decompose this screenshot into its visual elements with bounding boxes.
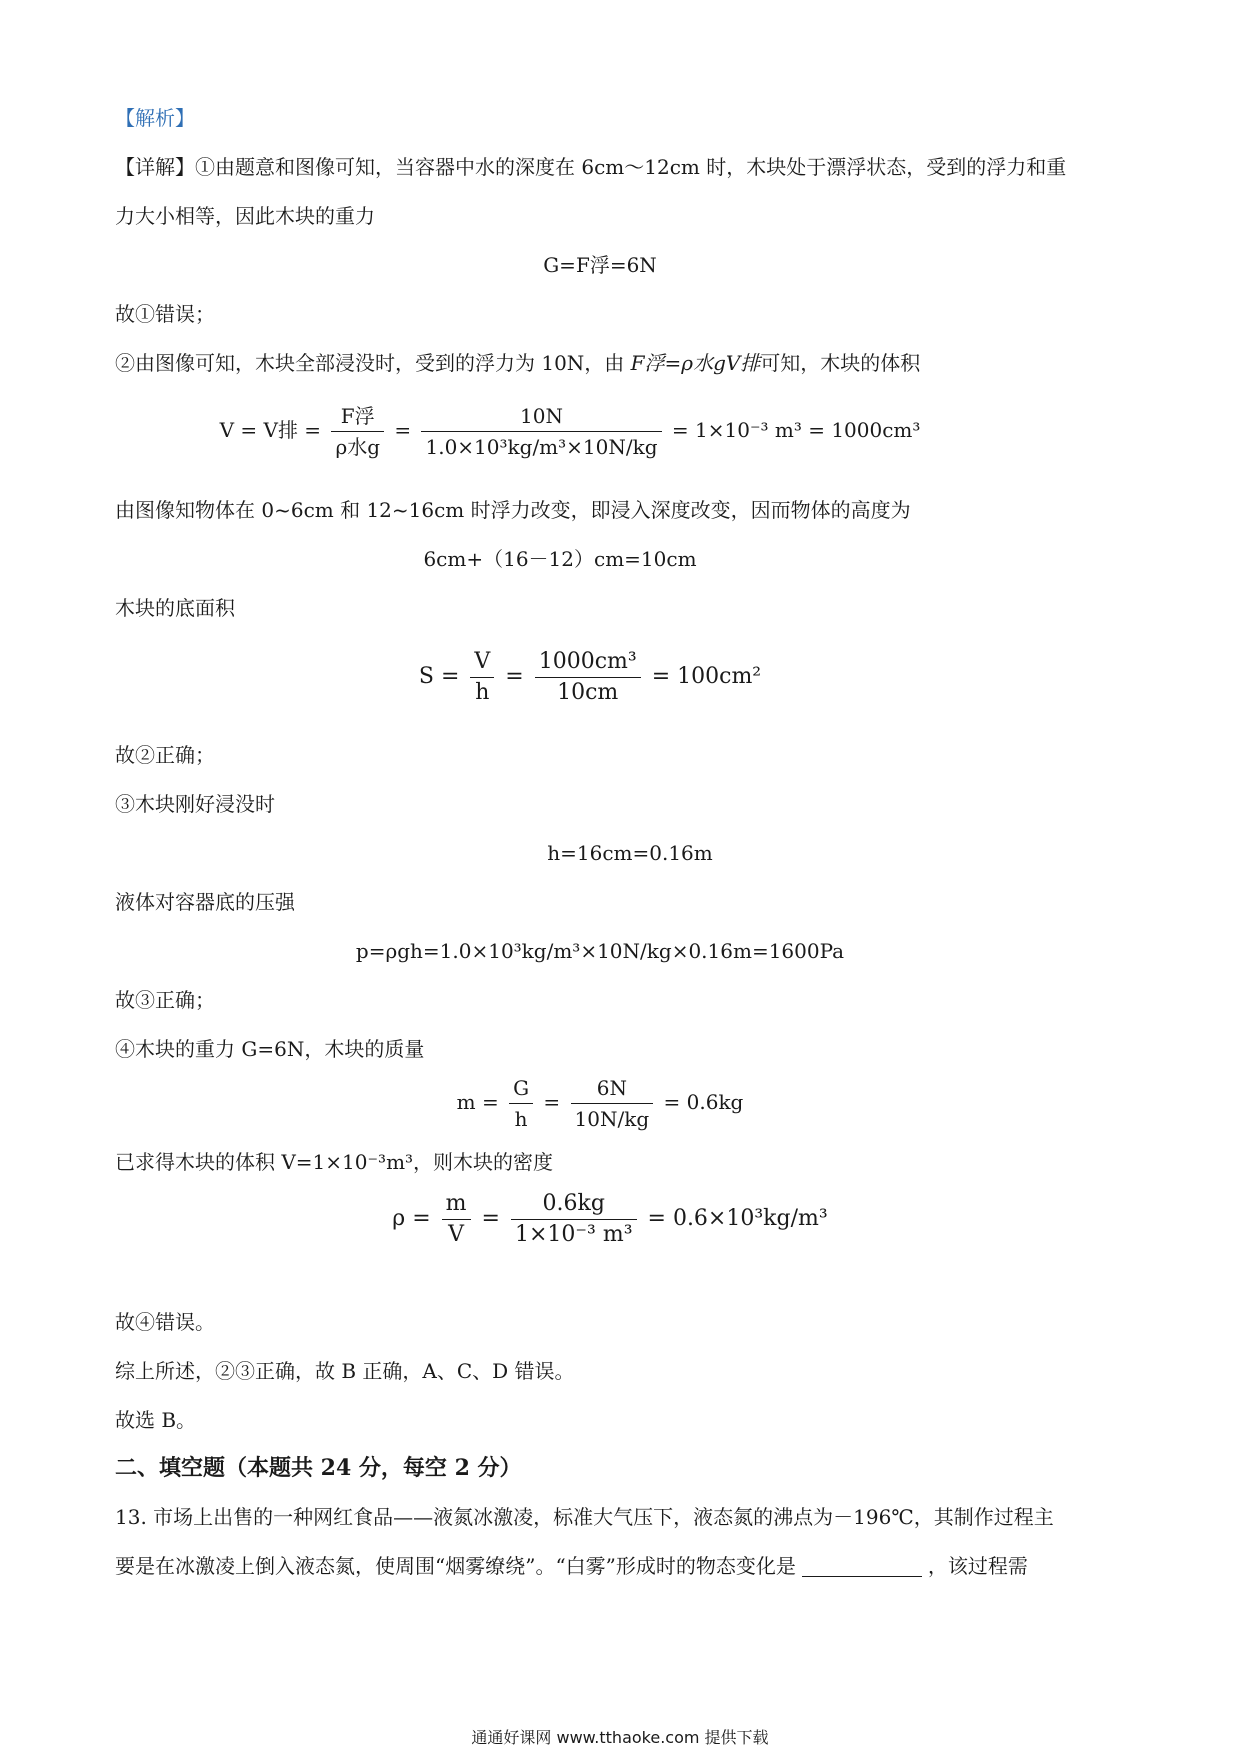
fraction-denominator: h [514, 1107, 528, 1131]
fraction-numerator: F浮 [331, 401, 384, 432]
text-line: 【详解】①由题意和图像可知，当容器中水的深度在 6cm～12cm 时，木块处于漂浮状态，受到的浮力和重 [115, 155, 1067, 179]
fraction-denominator: ρ水g [335, 435, 380, 459]
text-line: 由图像知物体在 0~6cm 和 12~16cm 时浮力改变，即浸入深度改变，因而物体的高度为 [115, 498, 911, 522]
fraction [470, 647, 494, 708]
text-line: 已求得木块的体积 V=1×10⁻³m³，则木块的密度 [115, 1150, 554, 1174]
text-line: 故选 B。 [115, 1408, 197, 1432]
question-line: 13. 市场上出售的一种网红食品——液氮冰激凌，标准大气压下，液态氮的沸点为－196℃，其制作过程主 [115, 1505, 1054, 1529]
fraction [535, 647, 641, 708]
text-line: 木块的底面积 [115, 596, 235, 620]
fraction-denominator: 1×10⁻³ m³ [514, 1221, 633, 1247]
text-part: 可知，木块的体积 [760, 351, 921, 375]
formula-part: = 0.6kg [663, 1090, 744, 1114]
analysis-heading: 【解析】 [115, 106, 195, 130]
text-line: 力大小相等，因此木块的重力 [115, 204, 375, 228]
text-line: 故④错误。 [115, 1310, 215, 1334]
fraction-numerator: V [470, 647, 494, 678]
fraction-denominator: 10N/kg [574, 1107, 650, 1131]
fraction-denominator: 10cm [557, 679, 619, 705]
fraction-numerator: G [509, 1073, 533, 1104]
formula-depth: h=16cm=0.16m [547, 841, 713, 865]
fraction-denominator: 1.0×10³kg/m³×10N/kg [425, 435, 658, 459]
formula-part: m = [456, 1090, 499, 1114]
text-line: 综上所述，②③正确，故 B 正确，A、C、D 错误。 [115, 1359, 575, 1383]
fraction-numerator: 10N [421, 401, 661, 432]
formula-height: 6cm+（16－12）cm=10cm [423, 547, 697, 571]
formula-part: S = [418, 664, 460, 689]
equals: = [505, 664, 524, 689]
text-line: 液体对容器底的压强 [115, 890, 295, 914]
formula-part: V = V排 = [219, 418, 322, 442]
section-heading: 二、填空题（本题共 24 分，每空 2 分） [115, 1455, 522, 1481]
formula-inline-buoyancy: F浮=ρ水gV排 [630, 351, 761, 375]
fraction [509, 1073, 533, 1134]
formula-area [0, 645, 1210, 709]
fraction [331, 401, 384, 462]
fraction [571, 1073, 654, 1134]
question-line [115, 1552, 1028, 1580]
fraction-denominator: V [448, 1221, 465, 1247]
equals: = [394, 418, 412, 442]
equals: = [543, 1090, 561, 1114]
text-line: 故①错误； [115, 302, 215, 326]
formula-mass [0, 1072, 1220, 1134]
formula-part: = 0.6×10³kg/m³ [647, 1206, 828, 1231]
formula-part: = 100cm² [651, 664, 762, 689]
text-part: ②由图像可知，木块全部浸没时，受到的浮力为 10N，由 [115, 351, 631, 375]
fraction [442, 1189, 471, 1250]
equals: = [481, 1206, 500, 1231]
text-line: ④木块的重力 G=6N，木块的质量 [115, 1037, 425, 1061]
fraction-numerator: 6N [571, 1073, 654, 1104]
text-part: ，该过程需 [927, 1554, 1028, 1578]
text-line: ③木块刚好浸没时 [115, 792, 275, 816]
formula-part: = 1×10⁻³ m³ = 1000cm³ [671, 418, 921, 442]
text-line: 故②正确； [115, 743, 215, 767]
text-part: 要是在冰激凌上倒入液态氮，使周围“烟雾缭绕”。“白雾”形成时的物态变化是 [115, 1554, 796, 1578]
fraction-numerator: 1000cm³ [535, 647, 641, 678]
formula-density [0, 1187, 1230, 1251]
answer-blank[interactable] [802, 1556, 922, 1577]
formula-part: ρ = [392, 1206, 431, 1231]
fraction-numerator: 0.6kg [511, 1189, 637, 1220]
page-footer: 通通好课网 www.tthaoke.com 提供下载 [471, 1728, 769, 1747]
fraction-denominator: h [475, 679, 490, 705]
fraction [511, 1189, 637, 1250]
formula-gravity: G=F浮=6N [543, 253, 657, 277]
fraction [421, 401, 661, 462]
text-line: 故③正确； [115, 988, 215, 1012]
text-line [115, 349, 920, 377]
formula-pressure: p=ρgh=1.0×10³kg/m³×10N/kg×0.16m=1600Pa [355, 939, 845, 963]
fraction-numerator: m [442, 1189, 471, 1220]
formula-volume [0, 400, 1190, 462]
